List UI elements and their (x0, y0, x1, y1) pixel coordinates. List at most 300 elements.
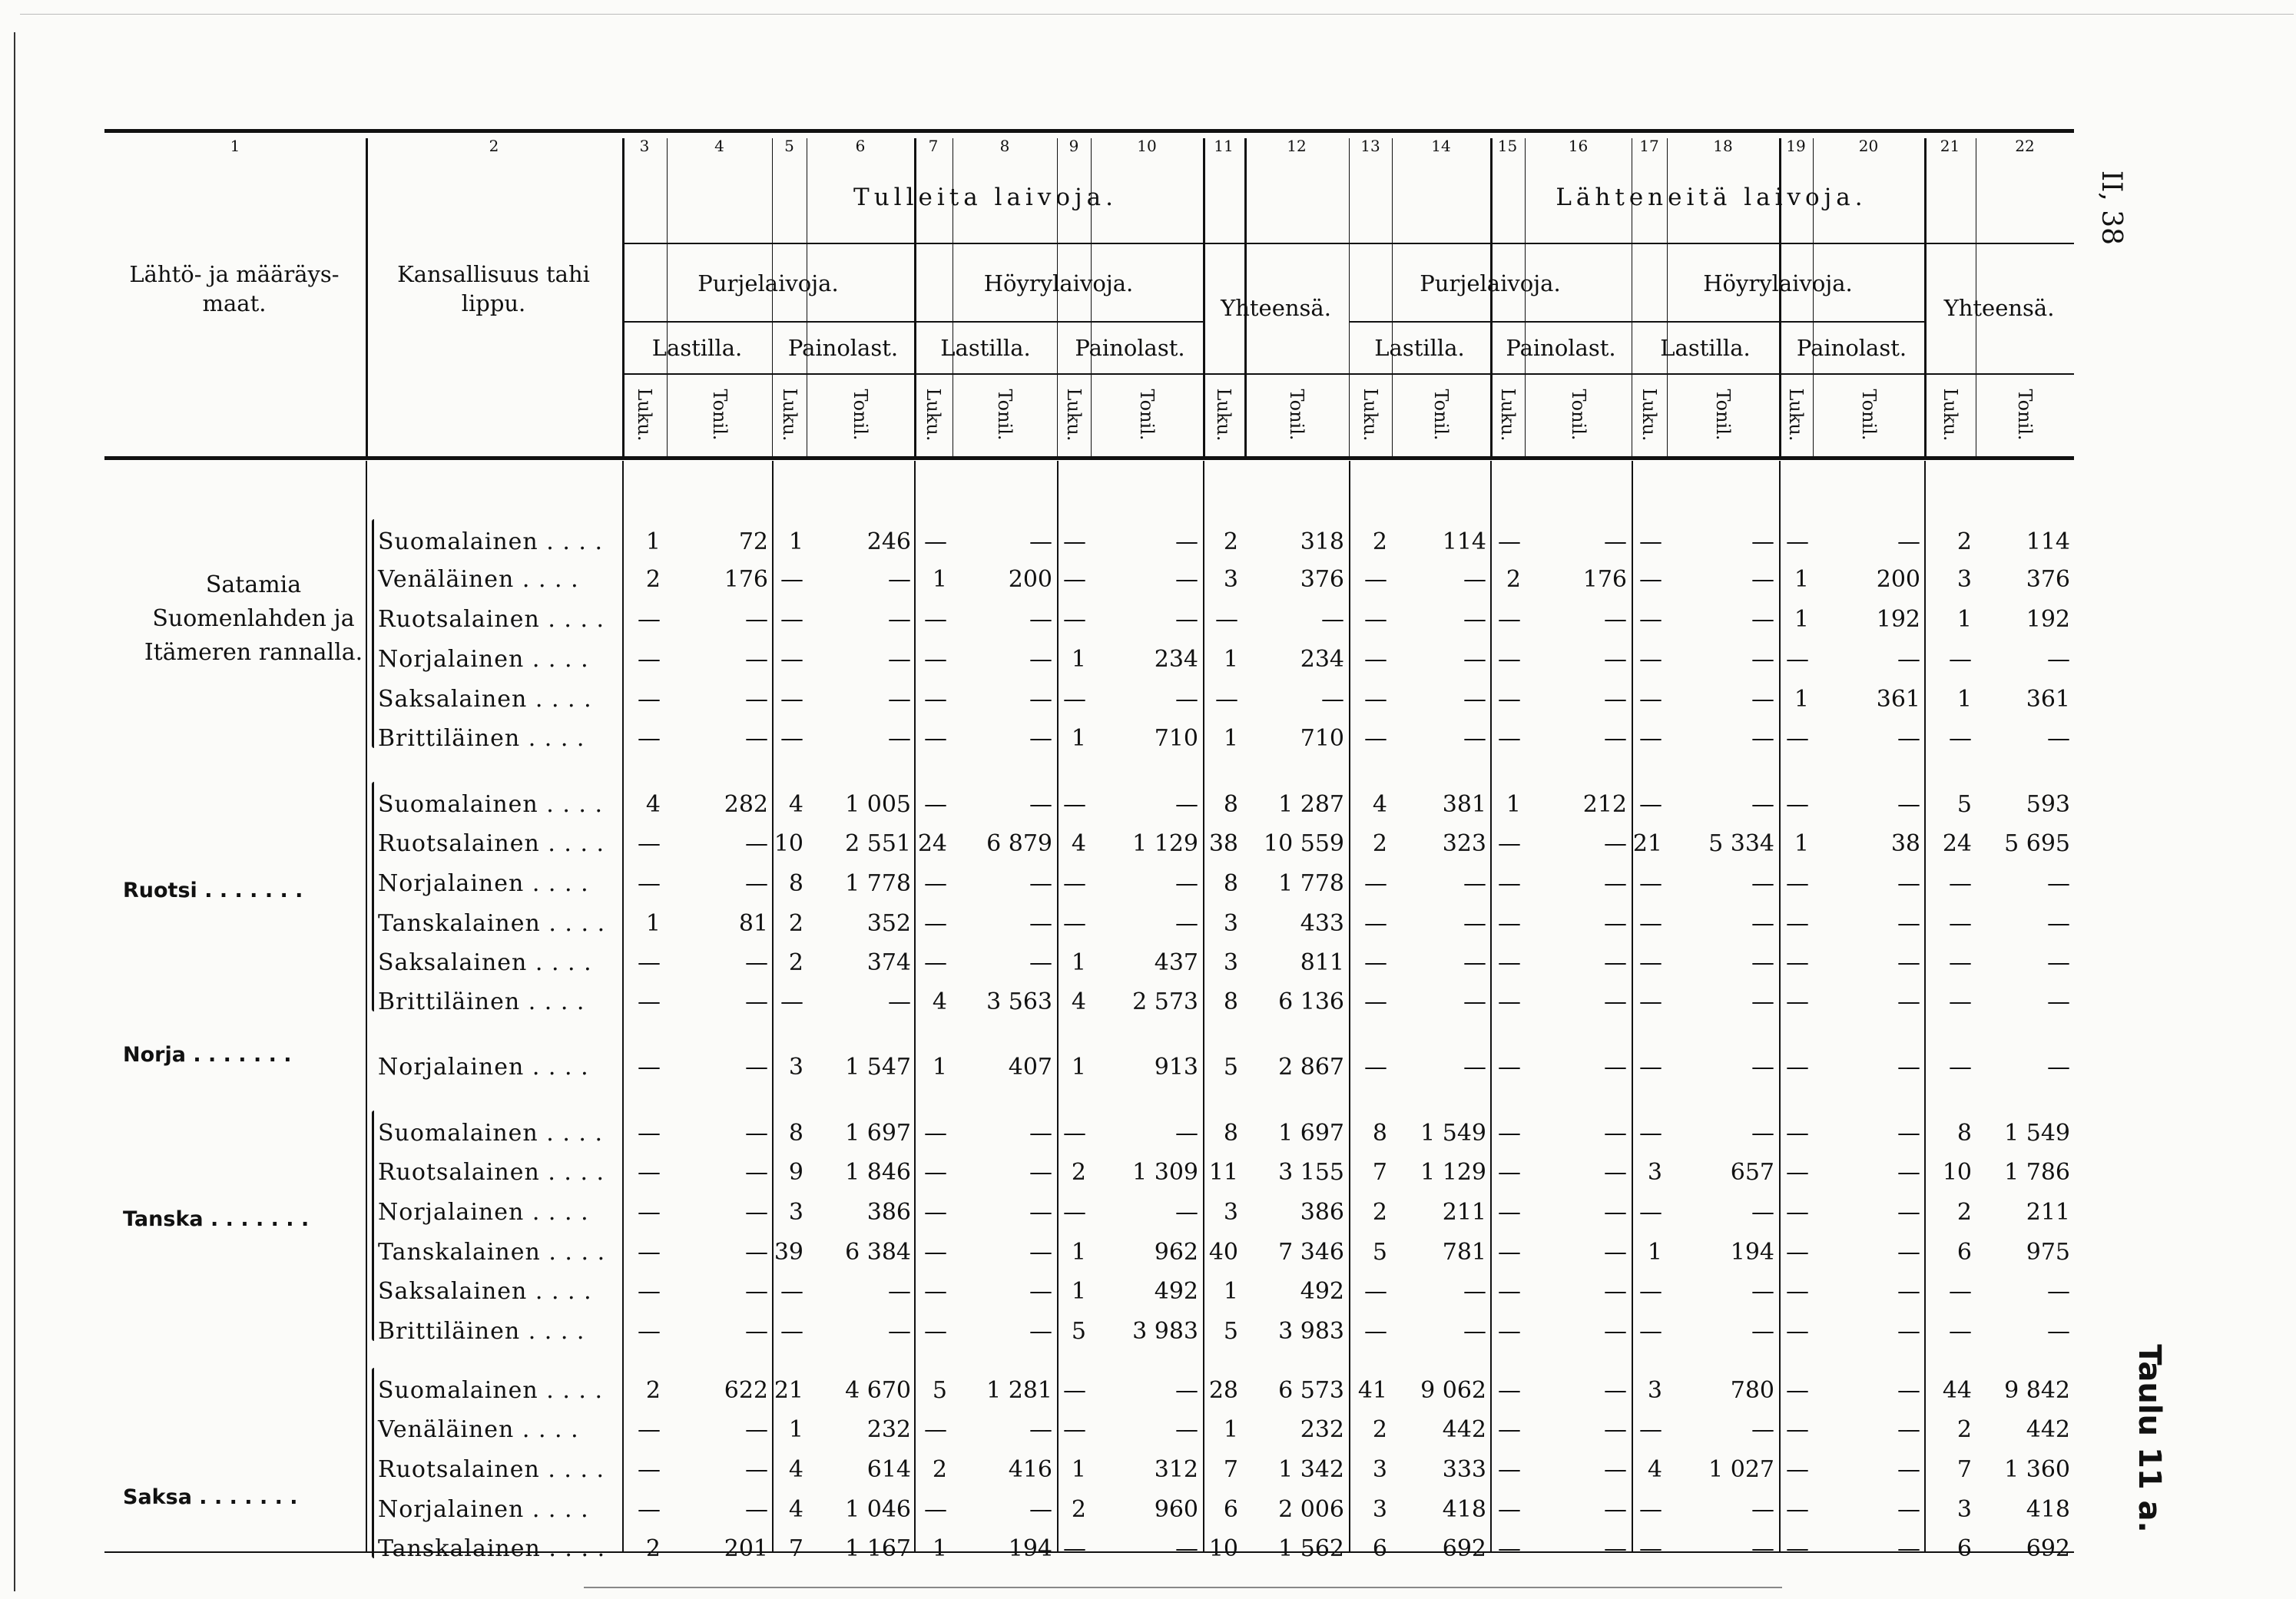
unit-header-count (1634, 384, 1665, 445)
table-cell: — (1498, 686, 1521, 713)
table-cell: 416 (1008, 1456, 1052, 1483)
table-cell: 1 (1794, 566, 1809, 593)
table-cell: — (1029, 646, 1052, 673)
table-cell: — (638, 870, 661, 897)
table-cell: 194 (1730, 1239, 1774, 1266)
group-brace (372, 519, 374, 748)
table-cell: 114 (2026, 528, 2070, 555)
table-cell: — (1786, 1120, 1809, 1147)
table-cell: 3 983 (1278, 1318, 1344, 1345)
header-ballast: Painolast. (787, 335, 899, 361)
table-cell: — (745, 870, 768, 897)
table-cell: 1 778 (845, 870, 911, 897)
table-cell: 10 (774, 830, 803, 857)
table-cell: 5 (1071, 1318, 1086, 1345)
table-cell: — (1897, 949, 1920, 976)
unit-label: Tonil. (1136, 389, 1158, 441)
table-cell: — (745, 1496, 768, 1523)
table-cell: — (2047, 1318, 2070, 1345)
table-cell: 7 (1223, 1456, 1238, 1483)
table-cell: 5 334 (1708, 830, 1774, 857)
table-cell: — (1786, 1377, 1809, 1404)
table-cell: 1 (1223, 1278, 1238, 1305)
table-cell: — (1751, 566, 1774, 593)
column-number: 19 (1786, 137, 1806, 155)
column-number: 3 (639, 137, 650, 155)
column-number: 13 (1360, 137, 1380, 155)
table-cell: 442 (1442, 1416, 1486, 1443)
table-cell: — (1029, 1278, 1052, 1305)
table-cell: 593 (2026, 791, 2070, 818)
nationality: Norjalainen . . . . (378, 1054, 589, 1081)
table-cell: 44 (1942, 1377, 1972, 1404)
table-cell: 176 (1582, 566, 1627, 593)
table-cell: 6 573 (1278, 1377, 1344, 1404)
table-cell: — (1639, 1199, 1662, 1226)
table-cell: — (1029, 686, 1052, 713)
table-cell: — (1063, 910, 1086, 937)
table-cell: 1 (1071, 725, 1086, 752)
table-cell: — (1364, 988, 1387, 1015)
table-cell: 232 (1300, 1416, 1344, 1443)
table-cell: 1 549 (1420, 1120, 1486, 1147)
table-cell: 1 (1071, 1239, 1086, 1266)
table-cell: — (1463, 725, 1486, 752)
table-cell: — (1604, 1159, 1627, 1186)
table-cell: 21 (774, 1377, 803, 1404)
table-cell: 710 (1154, 725, 1198, 752)
table-cell: 8 (1223, 791, 1238, 818)
nationality: Norjalainen . . . . (378, 646, 589, 673)
table-cell: 361 (2026, 686, 2070, 713)
table-cell: 1 (788, 1416, 803, 1443)
unit-header-count (1355, 384, 1386, 445)
table-cell: 3 (1647, 1377, 1662, 1404)
table-cell: 960 (1154, 1496, 1198, 1523)
unit-label: Tonil. (1430, 389, 1452, 441)
column-number: 21 (1940, 137, 1960, 155)
table-cell: — (1604, 1416, 1627, 1443)
table-cell: — (638, 1159, 661, 1186)
table-cell: — (1463, 870, 1486, 897)
table-cell: — (1463, 606, 1486, 633)
table-cell: — (1604, 910, 1627, 937)
table-cell: — (1639, 910, 1662, 937)
table-cell: 24 (917, 830, 947, 857)
column-number: 18 (1713, 137, 1733, 155)
table-cell: 4 670 (845, 1377, 911, 1404)
table-cell: 1 (932, 1054, 947, 1081)
header-departed: Lähteneitä laivoja. (1556, 184, 1867, 211)
table-cell: 6 384 (845, 1239, 911, 1266)
table-cell: — (1604, 1054, 1627, 1081)
table-cell: 352 (866, 910, 911, 937)
table-cell: — (1364, 606, 1387, 633)
table-cell: 11 (1208, 1159, 1238, 1186)
arrived-rule (622, 243, 1349, 244)
table-cell: — (638, 646, 661, 673)
table-cell: 1 778 (1278, 870, 1344, 897)
table-cell: — (1364, 566, 1387, 593)
table-cell: 312 (1154, 1456, 1198, 1483)
table-cell: 361 (1876, 686, 1920, 713)
table-cell: — (1029, 1199, 1052, 1226)
table-cell: — (638, 1054, 661, 1081)
table-cell: 114 (1442, 528, 1486, 555)
table-cell: — (1786, 1054, 1809, 1081)
header-loaded: Lastilla. (1660, 335, 1751, 361)
table-cell: — (1639, 1120, 1662, 1147)
table-cell: — (924, 1496, 947, 1523)
table-cell: 2 (645, 1377, 661, 1404)
table-cell: — (1175, 1377, 1198, 1404)
table-cell: — (1498, 1496, 1521, 1523)
table-cell: — (1639, 1535, 1662, 1562)
table-cell: — (1604, 1199, 1627, 1226)
table-cell: — (780, 606, 803, 633)
nationality: Ruotsalainen . . . . (378, 606, 605, 633)
table-cell: — (1604, 870, 1627, 897)
table-cell: 3 563 (986, 988, 1052, 1015)
table-cell: — (638, 949, 661, 976)
nationality: Venäläinen . . . . (378, 566, 579, 593)
table-cell: — (1463, 686, 1486, 713)
table-cell: — (1498, 1159, 1521, 1186)
nationality: Brittiläinen . . . . (378, 725, 585, 752)
table-cell: 2 (788, 949, 803, 976)
nationality: Suomalainen . . . . (378, 791, 604, 818)
table-cell: 1 287 (1278, 791, 1344, 818)
table-cell: 323 (1442, 830, 1486, 857)
sub-rule-departed (1349, 321, 1925, 323)
table-cell: — (1897, 1496, 1920, 1523)
unit-rule (622, 373, 2074, 375)
table-cell: — (1498, 1278, 1521, 1305)
table-cell: 4 (932, 988, 947, 1015)
table-cell: — (1029, 1159, 1052, 1186)
table-cell: — (1751, 528, 1774, 555)
table-cell: 1 281 (986, 1377, 1052, 1404)
nationality: Suomalainen . . . . (378, 528, 604, 555)
table-cell: 212 (1582, 791, 1627, 818)
table-cell: 8 (788, 870, 803, 897)
table-cell: 3 (1956, 1496, 1972, 1523)
table-cell: 3 155 (1278, 1159, 1344, 1186)
table-cell: — (1604, 1496, 1627, 1523)
table-cell: — (1063, 566, 1086, 593)
table-cell: — (638, 1496, 661, 1523)
table-cell: — (1949, 949, 1972, 976)
table-cell: — (924, 1159, 947, 1186)
table-cell: — (1897, 791, 1920, 818)
table-cell: — (1498, 528, 1521, 555)
unit-label: Tonil. (2014, 389, 2036, 441)
table-cell: 710 (1300, 725, 1344, 752)
table-cell: 6 (1956, 1535, 1972, 1562)
table-cell: — (1639, 725, 1662, 752)
table-cell: — (1604, 725, 1627, 752)
table-cell: — (2047, 910, 2070, 937)
table-cell: 7 346 (1278, 1239, 1344, 1266)
table-cell: — (1639, 1496, 1662, 1523)
table-cell: — (1498, 1199, 1521, 1226)
table-cell: 1 027 (1708, 1456, 1774, 1483)
table-cell: 8 (788, 1120, 803, 1147)
table-cell: — (1063, 1199, 1086, 1226)
table-cell: 3 (1372, 1456, 1387, 1483)
unit-label: Tonil. (1712, 389, 1734, 441)
table-cell: — (638, 1416, 661, 1443)
table-cell: — (924, 1199, 947, 1226)
table-cell: — (1751, 870, 1774, 897)
column-number: 20 (1858, 137, 1879, 155)
table-cell: 1 (645, 528, 661, 555)
table-cell: 3 (788, 1199, 803, 1226)
table-cell: 3 (788, 1054, 803, 1081)
nationality: Tanskalainen . . . . (378, 1535, 606, 1562)
table-cell: 975 (2026, 1239, 2070, 1266)
table-cell: — (1897, 1278, 1920, 1305)
table-cell: — (745, 725, 768, 752)
table-cell: 692 (1442, 1535, 1486, 1562)
table-cell: — (1364, 725, 1387, 752)
table-cell: — (745, 1199, 768, 1226)
table-cell: 232 (866, 1416, 911, 1443)
table-cell: 4 (645, 791, 661, 818)
table-cell: — (1029, 870, 1052, 897)
header-ballast: Painolast. (1796, 335, 1907, 361)
header-loaded: Lastilla. (1374, 335, 1465, 361)
table-cell: — (888, 606, 911, 633)
table-cell: 192 (1876, 606, 1920, 633)
table-cell: 781 (1442, 1239, 1486, 1266)
table-cell: — (745, 1159, 768, 1186)
nationality: Ruotsalainen . . . . (378, 1159, 605, 1186)
table-cell: 1 (1071, 1278, 1086, 1305)
table-cell: — (1786, 1278, 1809, 1305)
table-cell: — (1498, 870, 1521, 897)
table-cell: — (1175, 566, 1198, 593)
table-cell: — (1215, 686, 1238, 713)
unit-label: Luku. (1638, 388, 1660, 442)
table-cell: 2 006 (1278, 1496, 1344, 1523)
table-cell: — (1786, 1496, 1809, 1523)
table-cell: — (638, 725, 661, 752)
table-cell: — (1786, 910, 1809, 937)
table-cell: 692 (2026, 1535, 2070, 1562)
table-cell: — (924, 1239, 947, 1266)
table-cell: 2 (1372, 528, 1387, 555)
table-cell: — (1063, 1535, 1086, 1562)
table-cell: — (1364, 686, 1387, 713)
nationality: Tanskalainen . . . . (378, 1239, 606, 1266)
table-cell: 6 (1223, 1496, 1238, 1523)
unit-label: Tonil. (1857, 389, 1880, 441)
table-cell: — (1063, 528, 1086, 555)
unit-header-count (1935, 384, 1966, 445)
table-cell: — (1175, 910, 1198, 937)
table-cell: — (745, 949, 768, 976)
column-number: 4 (714, 137, 724, 155)
table-cell: 2 (1372, 830, 1387, 857)
table-cell: 492 (1154, 1278, 1198, 1305)
table-cell: — (1498, 910, 1521, 937)
table-cell: 1 005 (845, 791, 911, 818)
table-cell: 1 549 (2004, 1120, 2070, 1147)
column-number: 14 (1431, 137, 1451, 155)
table-cell: 1 (1071, 646, 1086, 673)
table-cell: 2 573 (1132, 988, 1198, 1015)
nationality: Norjalainen . . . . (378, 1199, 589, 1226)
table-cell: — (1463, 1054, 1486, 1081)
table-cell: 192 (2026, 606, 2070, 633)
table-cell: — (745, 1054, 768, 1081)
table-cell: — (638, 606, 661, 633)
table-cell: — (1751, 606, 1774, 633)
table-cell: — (924, 725, 947, 752)
table-cell: — (638, 1120, 661, 1147)
unit-header-tons (2009, 384, 2040, 445)
table-cell: — (1897, 1456, 1920, 1483)
table-cell: — (1604, 1239, 1627, 1266)
table-cell: — (2047, 646, 2070, 673)
table-cell: 72 (738, 528, 768, 555)
table-cell: — (1751, 1496, 1774, 1523)
nationality: Tanskalainen . . . . (378, 910, 606, 937)
table-cell: — (1897, 1318, 1920, 1345)
table-cell: 2 (1071, 1496, 1086, 1523)
sub-rule-arrived (622, 321, 1203, 323)
table-cell: — (1897, 1159, 1920, 1186)
table-cell: — (1897, 1199, 1920, 1226)
table-cell: 614 (866, 1456, 911, 1483)
table-cell: — (780, 725, 803, 752)
table-cell: — (1063, 686, 1086, 713)
table-cell: 10 (1942, 1159, 1972, 1186)
table-cell: — (1751, 646, 1774, 673)
group-name: Satamia Suomenlahden ja Itämeren rannalla. (144, 571, 363, 666)
table-cell: 2 (788, 910, 803, 937)
table-cell: — (1897, 910, 1920, 937)
table-cell: — (2047, 725, 2070, 752)
nationality: Brittiläinen . . . . (378, 988, 585, 1015)
column-number: 6 (855, 137, 866, 155)
table-cell: — (780, 566, 803, 593)
table-cell: — (1175, 606, 1198, 633)
table-cell: — (1029, 1239, 1052, 1266)
table-cell: 5 (1223, 1054, 1238, 1081)
table-cell: — (1639, 1416, 1662, 1443)
page-edge (14, 32, 15, 1591)
header-origin-dest: Lähtö- ja määräys-maat. (129, 261, 340, 316)
table-cell: 38 (1890, 830, 1920, 857)
table-cell: — (1786, 646, 1809, 673)
table-cell: 7 (788, 1535, 803, 1562)
table-cell: 10 (1208, 1535, 1238, 1562)
table-cell: 21 (1632, 830, 1662, 857)
table-cell: — (1786, 1239, 1809, 1266)
column-number: 2 (489, 137, 499, 155)
table-cell: — (1604, 646, 1627, 673)
header-bottom-rule (104, 456, 2074, 460)
unit-header-count (918, 384, 949, 445)
nationality: Suomalainen . . . . (378, 1377, 604, 1404)
table-cell: — (1175, 1535, 1198, 1562)
table-cell: 2 (932, 1456, 947, 1483)
table-cell: — (1029, 528, 1052, 555)
table-cell: 811 (1300, 949, 1344, 976)
table-cell: 1 (1956, 686, 1972, 713)
table-cell: 418 (2026, 1496, 2070, 1523)
table-cell: — (888, 725, 911, 752)
table-cell: — (1604, 1278, 1627, 1305)
table-cell: — (1498, 1054, 1521, 1081)
table-cell: — (1639, 988, 1662, 1015)
table-cell: — (2047, 1054, 2070, 1081)
table-cell: — (1498, 988, 1521, 1015)
table-cell: 1 547 (845, 1054, 911, 1081)
table-cell: 234 (1300, 646, 1344, 673)
unit-label: Luku. (1496, 388, 1519, 442)
table-cell: 3 (1956, 566, 1972, 593)
table-cell: 4 (1647, 1456, 1662, 1483)
unit-header-count (774, 384, 805, 445)
nationality: Venäläinen . . . . (378, 1416, 579, 1443)
table-cell: — (1175, 1199, 1198, 1226)
header-top-rule (104, 129, 2074, 133)
table-cell: 1 (1223, 646, 1238, 673)
table-cell: — (1949, 646, 1972, 673)
table-cell: — (924, 646, 947, 673)
table-cell: — (1897, 1054, 1920, 1081)
table-cell: 194 (1008, 1535, 1052, 1562)
table-cell: — (638, 1278, 661, 1305)
table-cell: — (780, 646, 803, 673)
unit-label: Tonil. (1286, 389, 1307, 441)
table-cell: — (1029, 606, 1052, 633)
table-cell: — (1175, 870, 1198, 897)
table-cell: — (1786, 1199, 1809, 1226)
table-cell: — (1786, 870, 1809, 897)
table-cell: — (924, 606, 947, 633)
table-cell: — (1949, 725, 1972, 752)
table-cell: 5 (1956, 791, 1972, 818)
table-cell: — (1498, 1456, 1521, 1483)
table-cell: 962 (1154, 1239, 1198, 1266)
table-cell: — (1029, 1318, 1052, 1345)
table-cell: 3 983 (1132, 1318, 1198, 1345)
table-cell: 4 (788, 791, 803, 818)
table-cell: 437 (1154, 949, 1198, 976)
table-cell: — (2047, 949, 2070, 976)
table-cell: — (1175, 528, 1198, 555)
table-cell: 4 (788, 1496, 803, 1523)
table-cell: 5 (1372, 1239, 1387, 1266)
unit-label: Luku. (1213, 388, 1234, 442)
table-cell: 433 (1300, 910, 1344, 937)
column-number: 15 (1497, 137, 1518, 155)
table-cell: — (1175, 686, 1198, 713)
column-number: 17 (1639, 137, 1659, 155)
table-cell: — (1639, 791, 1662, 818)
table-cell: — (1639, 1278, 1662, 1305)
group-name: Tanska . . . . . . . (123, 1207, 310, 1231)
table-cell: 8 (1372, 1120, 1387, 1147)
unit-label: Luku. (778, 388, 800, 442)
table-cell: — (1175, 1120, 1198, 1147)
table-cell: — (924, 528, 947, 555)
table-cell: — (1949, 988, 1972, 1015)
